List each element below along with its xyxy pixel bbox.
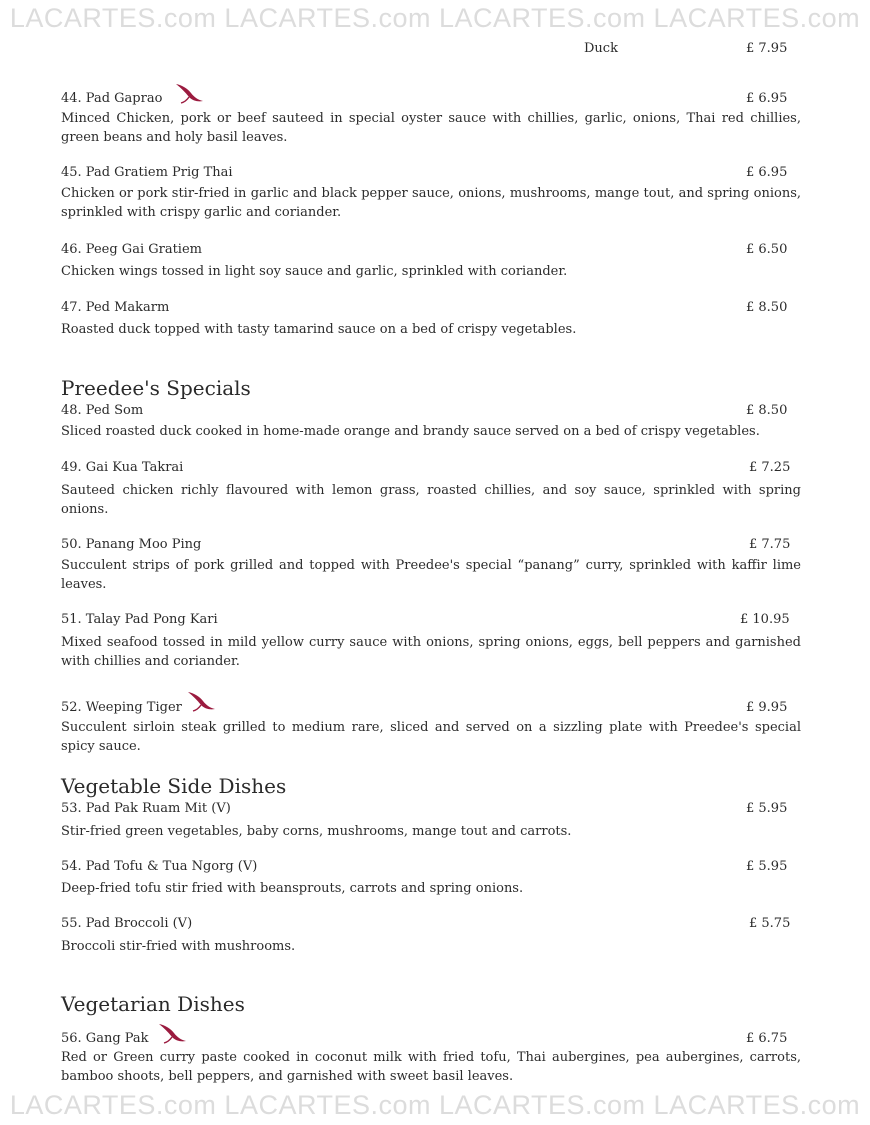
menu-item-price: £ 7.25 bbox=[749, 460, 791, 475]
duck-option-label: Duck bbox=[584, 41, 618, 56]
menu-item-name: 56. Gang Pak bbox=[61, 1031, 149, 1046]
menu-item-price: £ 8.50 bbox=[746, 300, 788, 315]
menu-item-name: 50. Panang Moo Ping bbox=[61, 537, 202, 552]
menu-item-description: Succulent strips of pork grilled and topped with Preedee's special “panang” curry, sprinkled with kaffir lime leaves. bbox=[61, 558, 801, 592]
menu-item-description: Roasted duck topped with tasty tamarind sauce on a bed of crispy vegetables. bbox=[61, 322, 577, 337]
menu-item-description: Deep-fried tofu stir fried with beansprouts, carrots and spring onions. bbox=[61, 881, 524, 896]
menu-item-name: 48. Ped Som bbox=[61, 403, 144, 418]
menu-item-description: Broccoli stir-fried with mushrooms. bbox=[61, 939, 296, 954]
duck-option-price: £ 7.95 bbox=[746, 41, 788, 56]
chili-icon bbox=[156, 1020, 188, 1046]
menu-item-description: Stir-fried green vegetables, baby corns, mushrooms, mange tout and carrots. bbox=[61, 824, 572, 839]
menu-item-price: £ 6.95 bbox=[746, 165, 788, 180]
menu-item-description: Mixed seafood tossed in mild yellow curry sauce with onions, spring onions, eggs, bell peppers and garnished with chillies and coriander. bbox=[61, 635, 801, 669]
menu-item-price: £ 5.95 bbox=[746, 859, 788, 874]
menu-item-name: 49. Gai Kua Takrai bbox=[61, 460, 184, 475]
menu-item-name: 54. Pad Tofu & Tua Ngorg (V) bbox=[61, 859, 258, 874]
chili-icon bbox=[173, 80, 205, 106]
menu-item-price: £ 5.75 bbox=[749, 916, 791, 931]
menu-item-name: 44. Pad Gaprao bbox=[61, 91, 163, 106]
menu-item-price: £ 6.50 bbox=[746, 242, 788, 257]
menu-item-price: £ 10.95 bbox=[740, 612, 790, 627]
menu-item-name: 46. Peeg Gai Gratiem bbox=[61, 242, 202, 257]
menu-item-name: 55. Pad Broccoli (V) bbox=[61, 916, 193, 931]
menu-item-description: Minced Chicken, pork or beef sauteed in special oyster sauce with chillies, garlic, onions, Thai red chillies, green beans and holy basil leaves. bbox=[61, 111, 801, 145]
menu-item-description: Sauteed chicken richly flavoured with lemon grass, roasted chillies, and soy sauce, sprinkled with spring onions. bbox=[61, 483, 801, 517]
menu-item-price: £ 7.75 bbox=[749, 537, 791, 552]
menu-item-name: 45. Pad Gratiem Prig Thai bbox=[61, 165, 233, 180]
menu-item-description: Chicken or pork stir-fried in garlic and black pepper sauce, onions, mushrooms, mange tout, and spring onions, sprinkled with crispy garlic and coriander. bbox=[61, 186, 801, 220]
section-heading-veg-sides: Vegetable Side Dishes bbox=[61, 774, 287, 798]
menu-item-description: Chicken wings tossed in light soy sauce and garlic, sprinkled with coriander. bbox=[61, 264, 568, 279]
chili-icon bbox=[185, 688, 217, 714]
watermark-top: LACARTES.com LACARTES.com LACARTES.com LACARTES.com bbox=[9, 3, 861, 33]
watermark-bottom: LACARTES.com LACARTES.com LACARTES.com LACARTES.com bbox=[9, 1090, 861, 1120]
section-heading-vegetarian: Vegetarian Dishes bbox=[61, 992, 245, 1016]
menu-item-name: 52. Weeping Tiger bbox=[61, 700, 182, 715]
section-heading-specials: Preedee's Specials bbox=[61, 376, 251, 400]
menu-item-price: £ 5.95 bbox=[746, 801, 788, 816]
menu-item-description: Sliced roasted duck cooked in home-made orange and brandy sauce served on a bed of crispy vegetables. bbox=[61, 424, 760, 439]
menu-item-name: 51. Talay Pad Pong Kari bbox=[61, 612, 218, 627]
menu-item-name: 53. Pad Pak Ruam Mit (V) bbox=[61, 801, 231, 816]
menu-item-price: £ 8.50 bbox=[746, 403, 788, 418]
menu-item-price: £ 9.95 bbox=[746, 700, 788, 715]
menu-item-description: Red or Green curry paste cooked in coconut milk with fried tofu, Thai aubergines, pea aubergines, carrots, bamboo shoots, bell peppers, and garnished with sweet basil leaves. bbox=[61, 1050, 801, 1084]
menu-item-price: £ 6.95 bbox=[746, 91, 788, 106]
menu-item-name: 47. Ped Makarm bbox=[61, 300, 170, 315]
menu-item-description: Succulent sirloin steak grilled to medium rare, sliced and served on a sizzling plate with Preedee's special spicy sauce. bbox=[61, 720, 801, 754]
menu-item-price: £ 6.75 bbox=[746, 1031, 788, 1046]
